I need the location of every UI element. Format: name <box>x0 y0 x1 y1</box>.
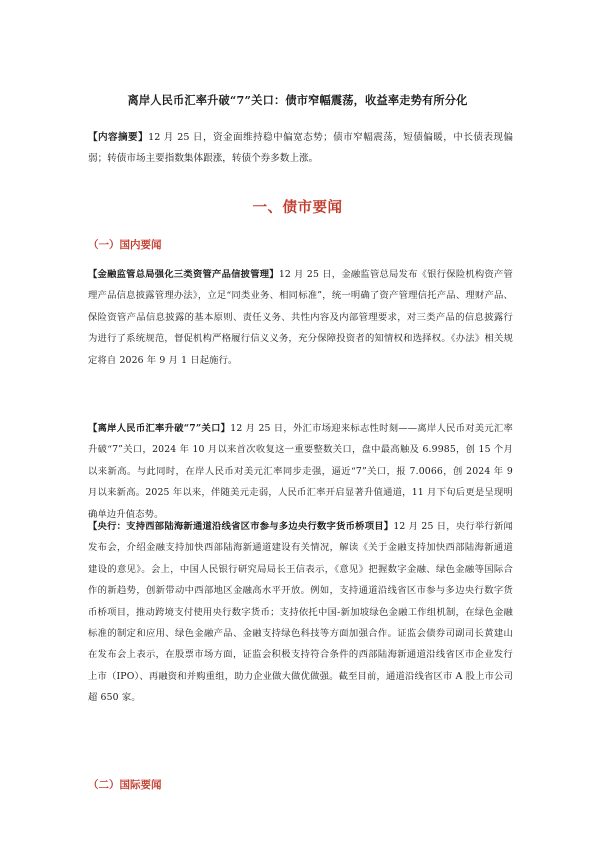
section-title-bond-news: 一、债市要闻 <box>252 199 343 216</box>
news-item-lead: 【央行：支持西部陆海新通道沿线省区市参与多边央行数字货币桥项目】 <box>88 521 394 532</box>
news-item-lead: 【离岸人民币汇率升破“7”关口】 <box>88 423 231 434</box>
news-item-digital-currency <box>88 516 513 709</box>
news-item-lead: 【金融监管总局强化三类资管产品信披管理】 <box>88 269 279 280</box>
news-item-fx <box>88 418 513 525</box>
abstract-label: 【内容摘要】 <box>88 132 149 143</box>
abstract-text: 12 月 25 日，资金面维持稳中偏宽态势；债市窄幅震荡，短债偏暖，中长债表现偏弱；转债市场主要指数集体跟涨，转债个券多数上涨。 <box>88 132 513 164</box>
news-item-regulation <box>88 264 513 371</box>
abstract-paragraph <box>88 128 513 169</box>
news-item-text: 12 月 25 日，央行举行新闻发布会，介绍金融支持加快西部陆海新通道建设有关情况，解读《关于金融支持加快西部陆海新通道建设的意见》。会上，中国人民银行研究局局长王信表示，《意见》把握数字金融、绿色金融等国际合作的新趋势，创新带动中西部地区金融高水平开放。例如，支持通道沿线省区市参与多边央行数字货币桥项目，推动跨境支付使用央行数字货币；支持依托中国-新加坡绿色金融工作组机制，在绿色金融标准的制定和应用、绿色金融产品、金融支持绿色科技等方面加强合作。证监会债券司副司长黄建山在发布会上表示，在股票市场方面，证监会积极支持符合条件的西部陆海新通道沿线省区市企业发行上市（IPO）、再融资和并购重组，助力企业做大做优做强。截至目前，通道沿线省区市 A 股上市公司超 650 家。 <box>88 521 513 704</box>
news-item-text: 12 月 25 日，金融监管总局发布《银行保险机构资产管理产品信息披露管理办法》，立足“同类业务、相同标准”，统一明确了资产管理信托产品、理财产品、保险资管产品信息披露的基本原则、责任义务、共性内容及内部管理要求，对三类产品的信息披露行为进行了系统规范，督促机构严格履行信义义务，充分保障投资者的知情权和选择权。《办法》相关规定将自 2026 年 9 月 1 日起施行。 <box>88 269 513 366</box>
news-item-text: 12 月 25 日，外汇市场迎来标志性时刻——离岸人民币对美元汇率升破“7”关口，2024 年 10 月以来首次收复这一重要整数关口，盘中最高触及 6.9985，创 15 个月以来新高。与此同时，在岸人民币对美元汇率同步走强，逼近“7”关口，报 7.0066，创 2024 年 9 月以来新高。2025 年以来，伴随美元走弱，人民币汇率开启显著升值通道，11 月下旬后更是呈现明确单边升值态势。 <box>88 423 513 520</box>
document-title: 离岸人民币汇率升破“7”关口：债市窄幅震荡，收益率走势有所分化 <box>127 93 468 107</box>
subsection-title-domestic: （一）国内要闻 <box>88 239 162 251</box>
subsection-title-international: （二）国际要闻 <box>88 779 162 791</box>
